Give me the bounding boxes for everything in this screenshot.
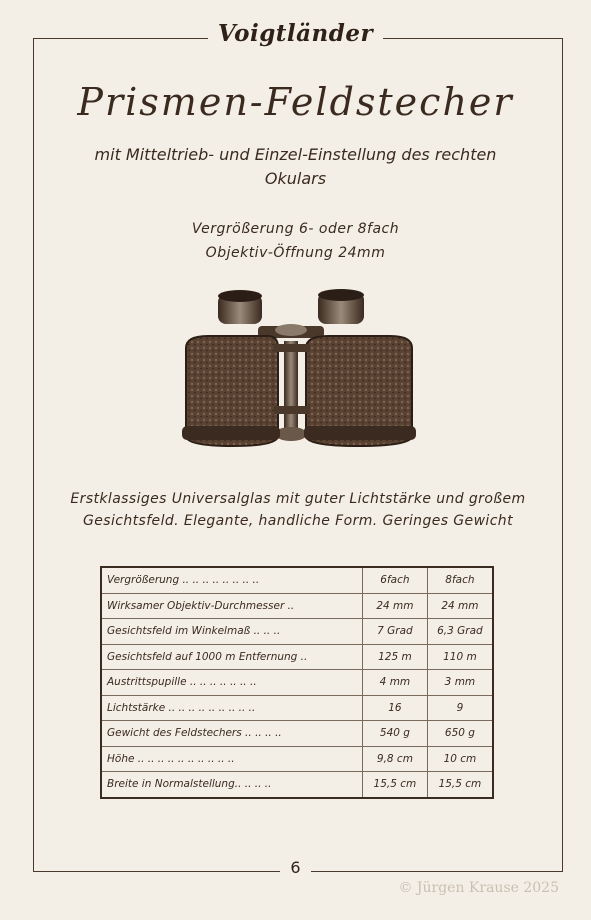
value-8x: 15,5 cm — [427, 772, 493, 798]
table-row — [101, 670, 493, 696]
brand-header — [0, 20, 591, 47]
value-6x: 4 mm — [362, 670, 427, 696]
value-6x: 6fach — [362, 567, 427, 593]
value-6x: 125 m — [362, 644, 427, 670]
spec-label: Lichtstärke .. .. .. .. .. .. .. .. .. — [101, 695, 362, 721]
table-row — [101, 644, 493, 670]
value-6x: 7 Grad — [362, 619, 427, 645]
value-6x: 540 g — [362, 721, 427, 747]
value-8x: 3 mm — [427, 670, 493, 696]
table-row — [101, 619, 493, 645]
brand-logo: Voigtländer — [208, 20, 383, 47]
objective-line: Objektiv-Öffnung 24mm — [205, 245, 386, 261]
spec-label: Höhe .. .. .. .. .. .. .. .. .. .. — [101, 746, 362, 772]
spec-label: Breite in Normalstellung.. .. .. .. — [101, 772, 362, 798]
magnification-line: Vergrößerung 6- oder 8fach — [191, 221, 400, 237]
table-row — [101, 746, 493, 772]
page-subtitle: mit Mitteltrieb- und Einzel-Einstellung des rechten Okulars — [94, 145, 497, 188]
value-8x: 8fach — [427, 567, 493, 593]
value-6x: 15,5 cm — [362, 772, 427, 798]
spec-label: Gesichtsfeld im Winkelmaß .. .. .. — [101, 619, 362, 645]
table-row — [101, 695, 493, 721]
value-8x: 10 cm — [427, 746, 493, 772]
copyright-watermark: © Jürgen Krause 2025 — [398, 880, 559, 896]
value-6x: 16 — [362, 695, 427, 721]
value-6x: 24 mm — [362, 593, 427, 619]
page-number: 6 — [280, 858, 310, 877]
spec-table — [100, 566, 494, 799]
product-description: Erstklassiges Universalglas mit guter Lichtstärke und großem Gesichtsfeld. Elegante, handliche Form. Geringes Gewicht — [70, 491, 526, 529]
spec-label: Gesichtsfeld auf 1000 m Entfernung .. — [101, 644, 362, 670]
value-8x: 110 m — [427, 644, 493, 670]
spec-label: Wirksamer Objektiv-Durchmesser .. — [101, 593, 362, 619]
value-6x: 9,8 cm — [362, 746, 427, 772]
table-row — [101, 567, 493, 593]
value-8x: 650 g — [427, 721, 493, 747]
table-row — [101, 721, 493, 747]
value-8x: 6,3 Grad — [427, 619, 493, 645]
page-title: Prismen-Feldstecher — [77, 80, 514, 124]
spec-label: Austrittspupille .. .. .. .. .. .. .. — [101, 670, 362, 696]
spec-label: Gewicht des Feldstechers .. .. .. .. — [101, 721, 362, 747]
value-8x: 9 — [427, 695, 493, 721]
spec-label: Vergrößerung .. .. .. .. .. .. .. .. — [101, 567, 362, 593]
binoculars-illustration — [178, 286, 418, 466]
page-number-wrap — [0, 858, 591, 877]
value-8x: 24 mm — [427, 593, 493, 619]
table-row — [101, 593, 493, 619]
table-row — [101, 772, 493, 798]
